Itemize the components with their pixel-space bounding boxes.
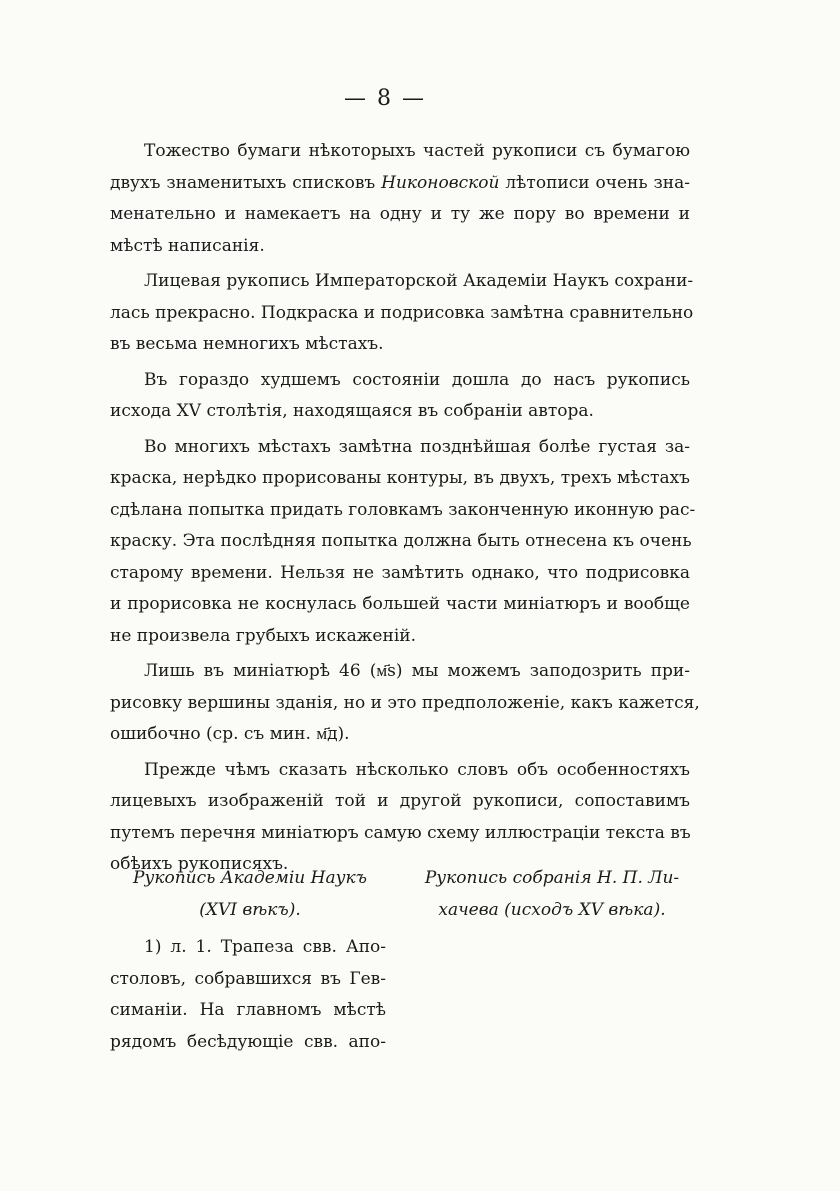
text-line: въ весьма немногихъ мѣстахъ. <box>110 334 384 354</box>
paragraph <box>110 266 694 361</box>
left-text-line: 1) л. 1. Трапеза свв. Апо- <box>144 937 386 957</box>
text-line: лась прекрасно. Подкраска и подрисовка замѣтна сравнительно <box>110 302 694 323</box>
paragraph <box>110 656 700 751</box>
text-line <box>110 168 690 200</box>
text-line: краску. Эта послѣдняя попытка должна быть отнесена къ очень <box>110 531 692 551</box>
text-line: мѣстѣ написанія. <box>110 235 265 256</box>
text-line: не произвела грубыхъ искаженій. <box>110 625 416 646</box>
text-run: двухъ знаменитыхъ списковъ <box>110 172 382 193</box>
left-text-line: симаніи. На главномъ мѣстѣ <box>110 1000 386 1020</box>
text-line: ошибочно (ср. съ мин. м҃д). <box>110 724 350 744</box>
left-column-text <box>110 932 386 1058</box>
left-text-line: столовъ, собравшихся въ Гев- <box>110 968 386 989</box>
left-heading-line-1: Рукопись Академіи Наукъ <box>133 868 367 888</box>
body-text <box>110 136 700 885</box>
text-line: краска, нерѣдко прорисованы контуры, въ двухъ, трехъ мѣстахъ <box>110 468 690 488</box>
text-line: старому времени. Нельзя не замѣтить однако, что подрисовка <box>110 562 690 583</box>
text-line: исхода XV столѣтія, находящаяся въ собраніи автора. <box>110 401 594 421</box>
text-line: путемъ перечня миніатюръ самую схему иллюстраціи текста въ <box>110 822 691 843</box>
text-run: лѣтописи очень зна- <box>499 172 690 193</box>
text-line: Лишь въ миніатюрѣ 46 (м҃ѕ) мы можемъ заподозрить при- <box>144 661 690 681</box>
text-line: Лицевая рукопись Императорской Академіи Наукъ сохрани- <box>144 271 694 291</box>
left-heading-line-2: (XVI вѣкъ). <box>199 900 301 920</box>
text-line: менательно и намекаетъ на одну и ту же пору во времени и <box>110 204 690 224</box>
text-line: лицевыхъ изображеній той и другой рукописи, сопоставимъ <box>110 791 690 811</box>
text-line: Тожество бумаги нѣкоторыхъ частей рукописи съ бумагою <box>144 141 690 161</box>
text-line: Прежде чѣмъ сказать нѣсколько словъ объ особенностяхъ <box>144 759 690 780</box>
paragraph <box>110 136 690 262</box>
right-column-heading <box>404 862 700 926</box>
right-heading-line-2: хачева (исходъ XV вѣка). <box>438 900 666 920</box>
italic-title: Никоновской <box>381 172 500 193</box>
text-line: Во многихъ мѣстахъ замѣтна позднѣйшая болѣе густая за- <box>144 436 690 457</box>
left-text-line: рядомъ бесѣдующіе свв. апо- <box>110 1031 386 1052</box>
text-line: и прорисовка не коснулась большей части миніатюръ и вообще <box>110 594 690 614</box>
paragraph <box>110 365 690 428</box>
left-column-heading <box>110 862 390 926</box>
right-heading-line-1: Рукопись собранія Н. П. Ли- <box>424 868 680 888</box>
page-number: — 8 — <box>344 86 426 111</box>
text-line: обѣихъ рукописяхъ. <box>110 854 289 874</box>
text-line: рисовку вершины зданія, но и это предположеніе, какъ кажется, <box>110 692 700 713</box>
paragraph <box>110 432 696 653</box>
text-line: Въ гораздо худшемъ состояніи дошла до насъ рукопись <box>144 369 690 390</box>
text-line: сдѣлана попытка придать головкамъ законченную иконную рас- <box>110 499 696 520</box>
